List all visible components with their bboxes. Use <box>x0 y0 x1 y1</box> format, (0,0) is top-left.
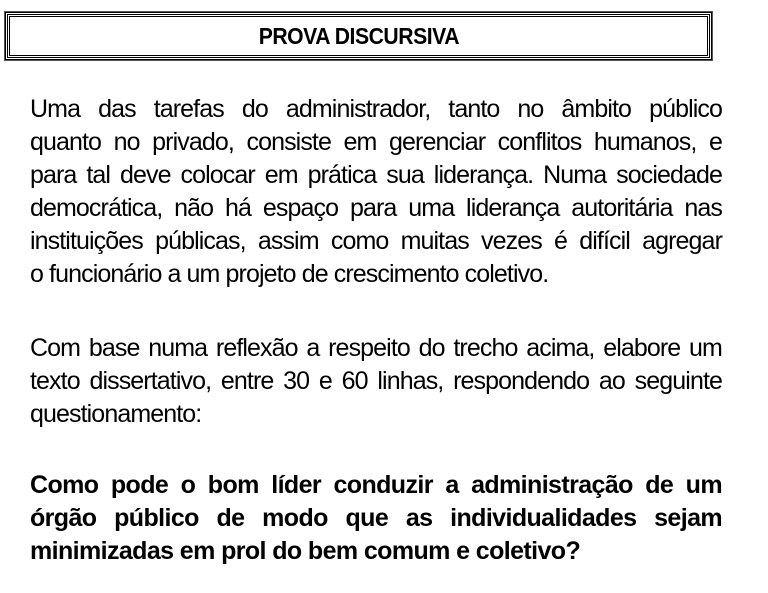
instruction-paragraph <box>30 332 722 431</box>
document-title: PROVA DISCURSIVA <box>258 22 459 49</box>
text-line: minimizadas em prol do bem comum e coletivo? <box>30 537 581 565</box>
text-line: para tal deve colocar em prática sua liderança. Numa sociedade <box>30 161 722 189</box>
text-line: órgão público de modo que as individualidades sejam <box>30 504 722 532</box>
text-line: questionamento: <box>30 400 202 428</box>
text-line: quanto no privado, consiste em gerenciar conflitos humanos, e <box>30 128 722 156</box>
text-line: Como pode o bom líder conduzir a administração de um <box>30 471 722 499</box>
text-line: Uma das tarefas do administrador, tanto no âmbito público <box>30 95 722 123</box>
question-paragraph <box>30 469 722 568</box>
text-line: Com base numa reflexão a respeito do trecho acima, elabore um <box>30 334 722 362</box>
text-line: texto dissertativo, entre 30 e 60 linhas, respondendo ao seguinte <box>30 367 722 395</box>
text-line: o funcionário a um projeto de crescimento coletivo. <box>30 260 549 288</box>
text-line: instituições públicas, assim como muitas vezes é difícil agregar <box>30 227 722 255</box>
title-box <box>5 12 712 60</box>
text-line: democrática, não há espaço para uma liderança autoritária nas <box>30 194 722 222</box>
intro-paragraph <box>30 93 722 291</box>
